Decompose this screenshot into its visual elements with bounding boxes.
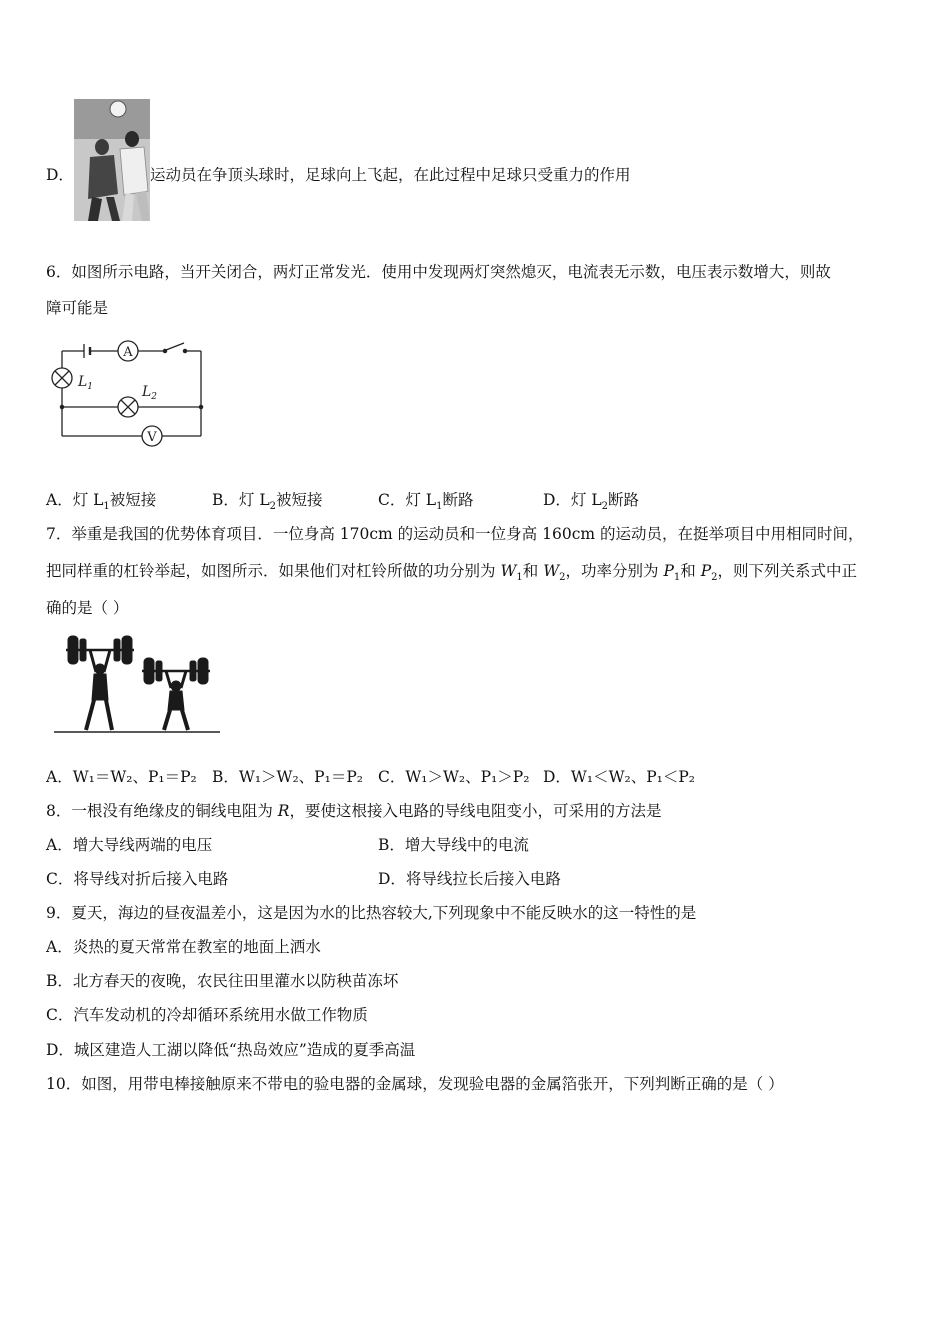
q6-d-sub: 2: [601, 501, 609, 513]
q6-d-pre: D．灯 L: [543, 491, 602, 509]
q9-option-a: A．炎热的夏天常常在教室的地面上洒水: [46, 938, 321, 956]
q6-a-post: 被短接: [109, 491, 157, 509]
soccer-photo: [74, 99, 150, 221]
q7-l2-p2: P: [700, 562, 712, 580]
lamp2-label: L: [142, 384, 152, 400]
q8-stem-r: R: [277, 802, 290, 820]
q6-option-a: [46, 490, 156, 517]
q9-stem: 9．夏天，海边的昼夜温差小，这是因为水的比热容较大,下列现象中不能反映水的这一特性的是: [46, 904, 697, 922]
q6-stem-line1: 6．如图所示电路，当开关闭合，两灯正常发光．使用中发现两灯突然熄灭，电流表无示数，电压表示数增大，则故: [46, 263, 831, 281]
q6-b-sub: 2: [269, 501, 276, 513]
q6-a-sub: 1: [103, 501, 110, 513]
q6-option-b: [212, 490, 323, 517]
q8-option-d: D．将导线拉长后接入电路: [378, 870, 561, 888]
q6-a-pre: A．灯 L: [46, 491, 104, 509]
q8-stem: [46, 801, 661, 821]
lamp1-sub: 1: [87, 382, 94, 392]
q6-c-post: 断路: [442, 491, 474, 509]
svg-text:L1: [77, 374, 93, 392]
q6-d-post: 断路: [608, 491, 640, 509]
q7-stem-line2: [46, 561, 857, 588]
q8-stem-b: ，要使这根接入电路的导线电阻变小，可采用的方法是: [289, 802, 662, 820]
q8-option-a: A．增大导线两端的电压: [46, 836, 213, 854]
lamp1-label: L: [78, 374, 88, 390]
q7-l2-w2: W: [543, 562, 560, 580]
q8-stem-a: 8．一根没有绝缘皮的铜线电阻为: [46, 802, 278, 820]
q6-b-pre: B．灯 L: [212, 491, 270, 509]
q7-l2-w: W: [500, 562, 517, 580]
q6-option-c: [378, 490, 473, 517]
q7-stem-line3: 确的是（ ）: [46, 599, 129, 617]
circuit-diagram: [46, 336, 216, 448]
q7-l2-s2: 2: [559, 572, 566, 584]
weightlifters-figure: [52, 632, 222, 734]
q9-option-b: B．北方春天的夜晚，农民往田里灌水以防秧苗冻坏: [46, 972, 399, 990]
q7-l2-p: P: [663, 562, 674, 580]
voltmeter-symbol: V: [147, 430, 157, 445]
q7-l2-s1: 1: [516, 572, 523, 584]
q7-option-a: A．W₁＝W₂、P₁＝P₂: [46, 768, 197, 786]
q10-stem: 10．如图，用带电棒接触原来不带电的验电器的金属球，发现验电器的金属箔张开，下列判断正确的是（ ）: [46, 1075, 784, 1093]
q5-option-d-label: D．: [46, 166, 74, 184]
lamp2-sub: 2: [151, 392, 158, 402]
q8-option-b: B．增大导线中的电流: [378, 836, 529, 854]
q6-stem-line2: 障可能是: [46, 299, 109, 317]
q6-option-d: [543, 490, 639, 517]
q8-option-c: C．将导线对折后接入电路: [46, 870, 229, 888]
svg-text:L2: [141, 384, 157, 402]
q7-l2-c: ，则下列关系式中正: [717, 562, 858, 580]
q7-l2-a: 把同样重的杠铃举起，如图所示．如果他们对杠铃所做的功分别为: [46, 562, 501, 580]
q6-c-sub: 1: [436, 501, 443, 513]
q7-l2-s4: 2: [711, 572, 718, 584]
q9-option-c: C．汽车发动机的冷却循环系统用水做工作物质: [46, 1006, 368, 1024]
q7-option-b: B．W₁＞W₂、P₁＝P₂: [212, 768, 363, 786]
q9-option-d: D．城区建造人工湖以降低“热岛效应”造成的夏季高温: [46, 1041, 416, 1059]
q6-c-pre: C．灯 L: [378, 491, 437, 509]
q7-l2-and1: 和: [522, 562, 544, 580]
q7-l2-and2: 和: [680, 562, 701, 580]
q6-b-post: 被短接: [276, 491, 323, 509]
ammeter-symbol: A: [123, 345, 133, 360]
q7-option-d: D．W₁＜W₂、P₁＜P₂: [543, 768, 696, 786]
q7-option-c: C．W₁＞W₂、P₁＞P₂: [378, 768, 530, 786]
q7-l2-s3: 1: [673, 572, 681, 584]
q5-option-d-text: 运动员在争顶头球时，足球向上飞起，在此过程中足球只受重力的作用: [150, 166, 631, 184]
q7-stem-line1: 7．举重是我国的优势体育项目．一位身高 170cm 的运动员和一位身高 160cm 的运动员，在挺举项目中用相同时间，: [46, 525, 864, 543]
q7-l2-b: ，功率分别为: [565, 562, 664, 580]
